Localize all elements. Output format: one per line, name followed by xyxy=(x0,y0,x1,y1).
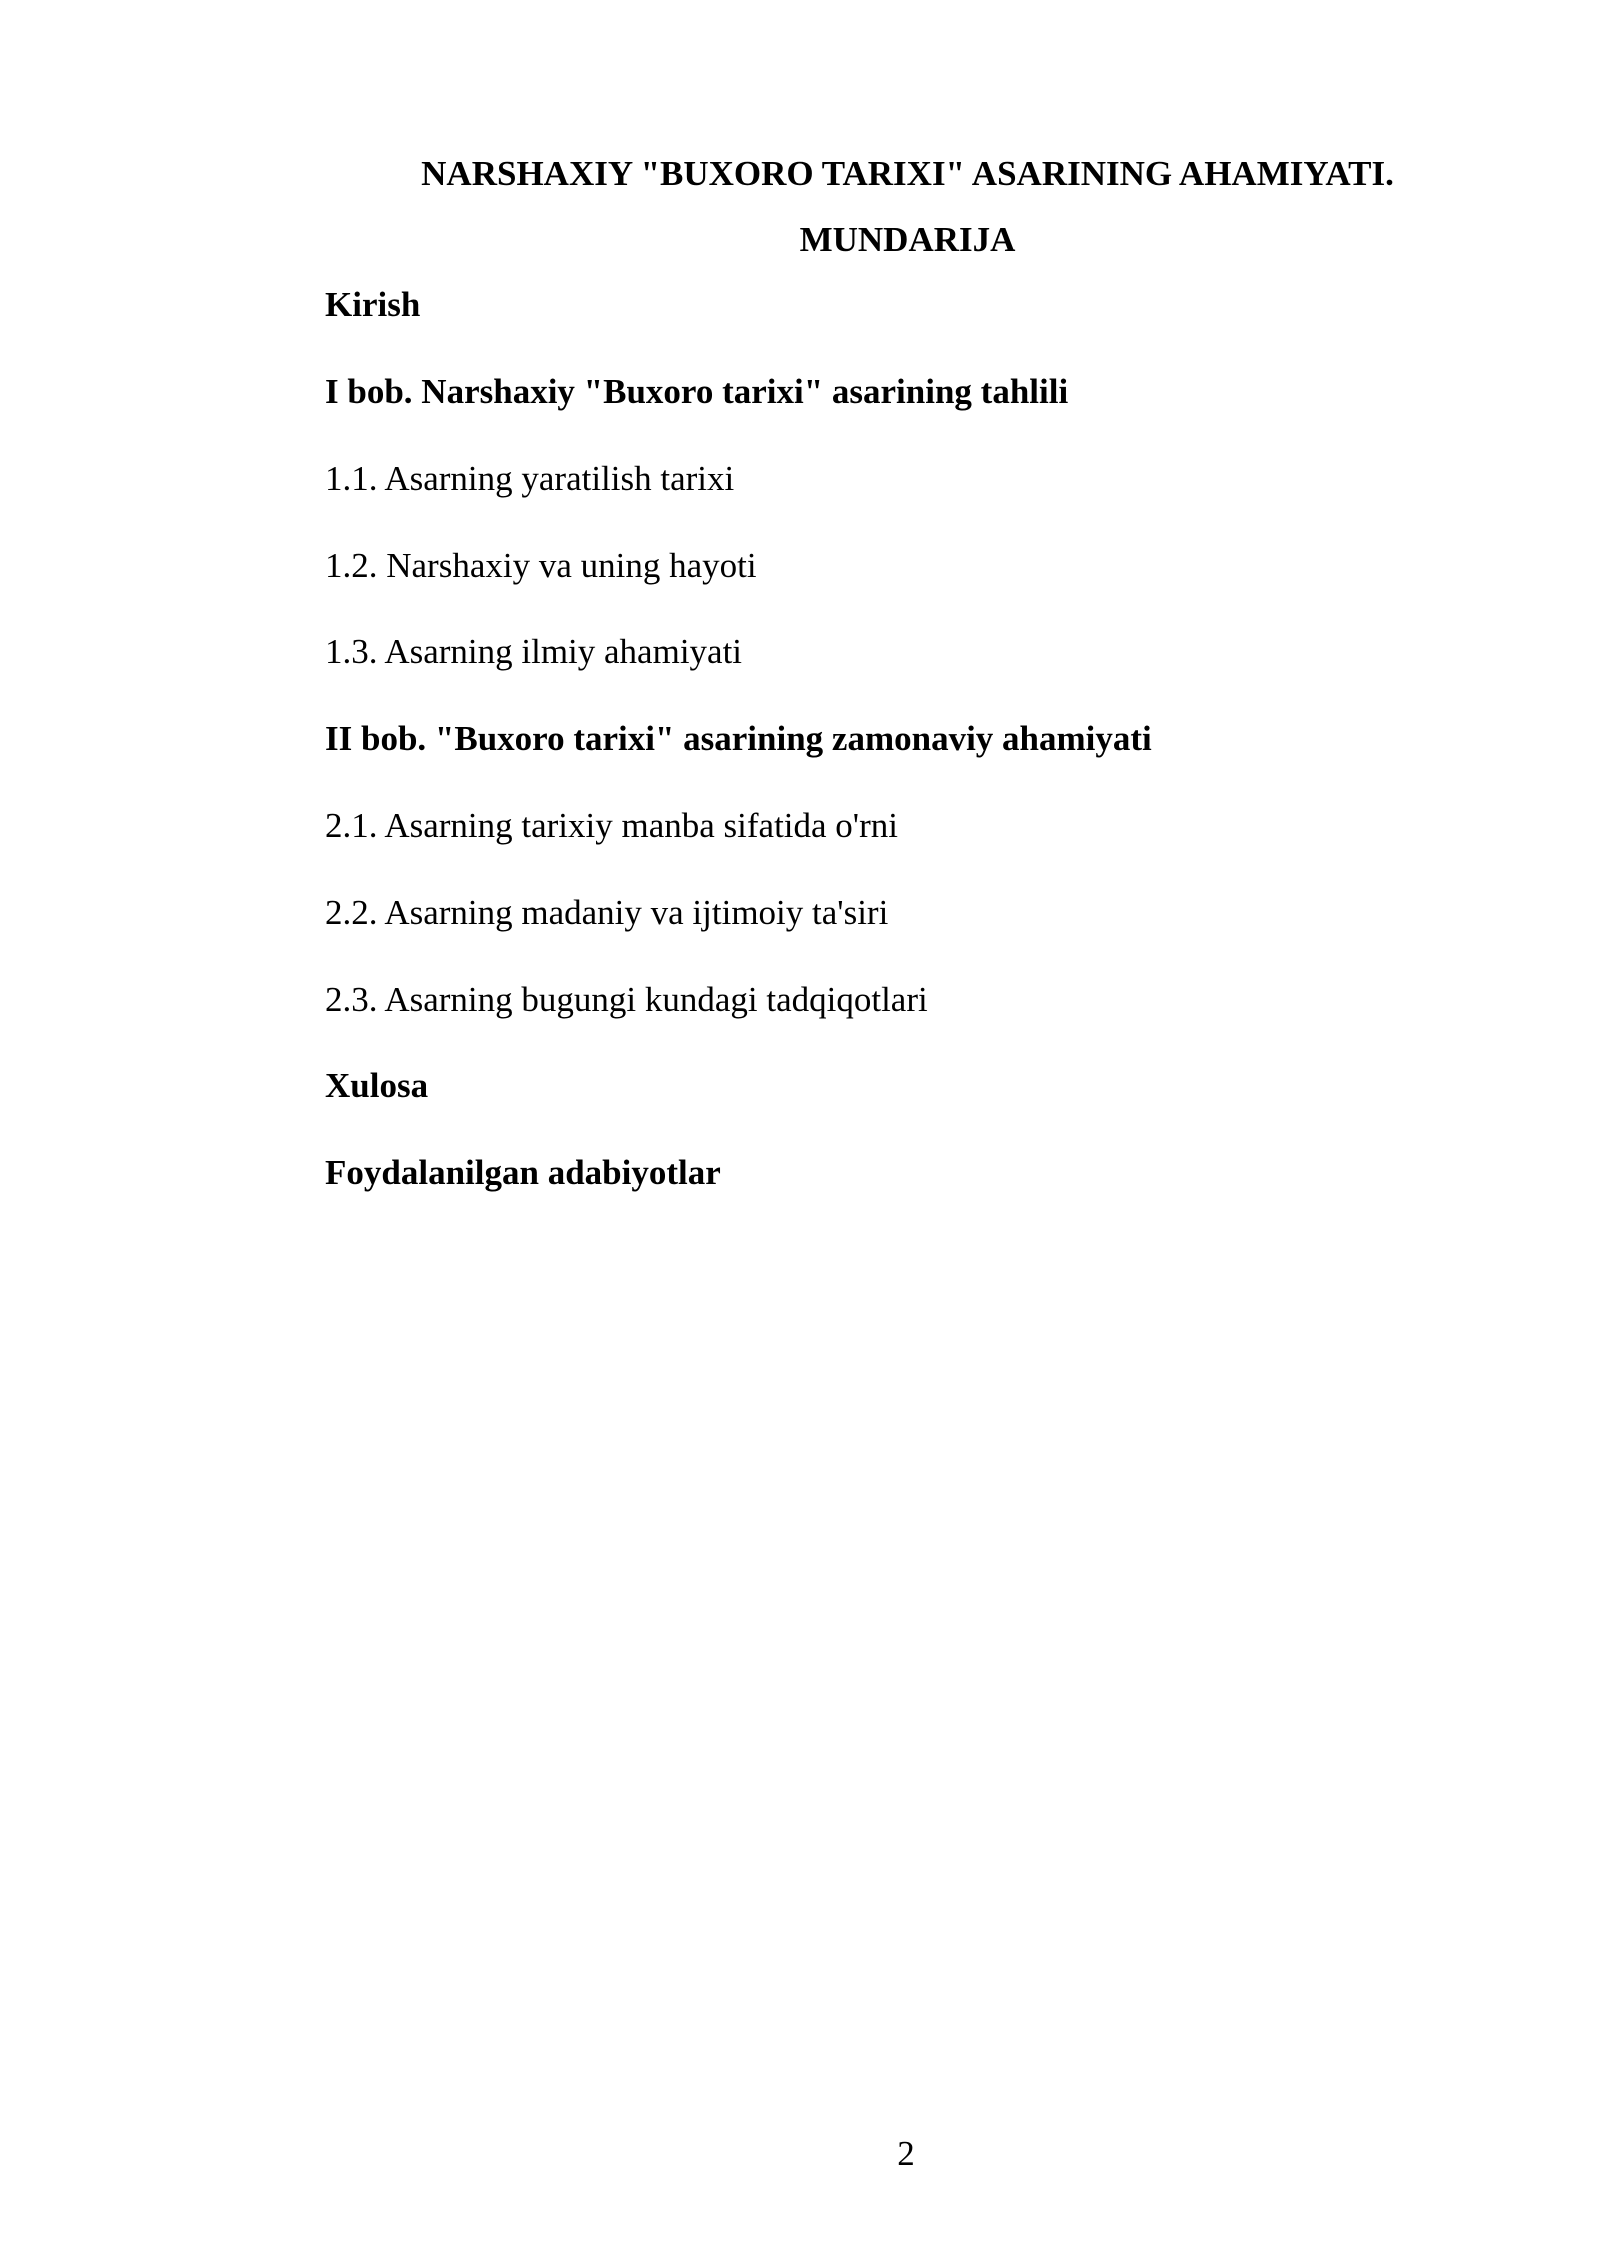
toc-item-1-2: 1.2. Narshaxiy va uning hayoti xyxy=(325,546,757,585)
toc-item-kirish: Kirish xyxy=(325,285,421,324)
toc-item-2-1: 2.1. Asarning tarixiy manba sifatida o'rni xyxy=(325,806,898,845)
toc-item-1-1: 1.1. Asarning yaratilish tarixi xyxy=(325,459,735,498)
toc-item-chapter-1: I bob. Narshaxiy "Buxoro tarixi" asarining tahlili xyxy=(325,372,1069,411)
page-number: 2 xyxy=(897,2134,915,2173)
toc-heading: MUNDARIJA xyxy=(799,220,1016,259)
toc-item-xulosa: Xulosa xyxy=(325,1066,429,1105)
toc-item-2-2: 2.2. Asarning madaniy va ijtimoiy ta'siri xyxy=(325,893,889,932)
toc-item-references: Foydalanilgan adabiyotlar xyxy=(325,1153,721,1192)
document-title: NARSHAXIY "BUXORO TARIXI" ASARINING AHAMIYATI. xyxy=(421,154,1394,193)
toc-item-chapter-2: II bob. "Buxoro tarixi" asarining zamonaviy ahamiyati xyxy=(325,719,1152,758)
toc-item-2-3: 2.3. Asarning bugungi kundagi tadqiqotlari xyxy=(325,980,928,1019)
toc-item-1-3: 1.3. Asarning ilmiy ahamiyati xyxy=(325,632,743,671)
